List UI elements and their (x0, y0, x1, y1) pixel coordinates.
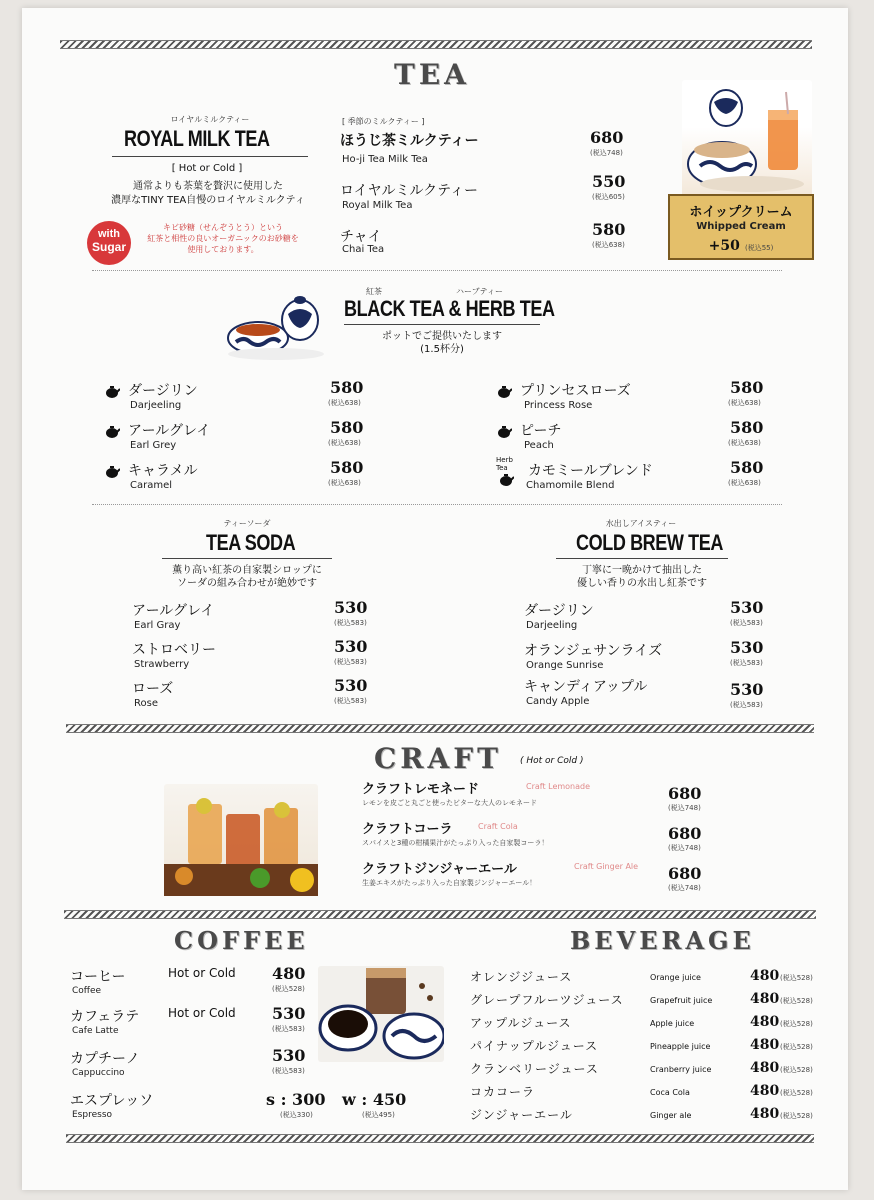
item-tax: (税込528) (780, 1066, 813, 1074)
menu-item (524, 600, 786, 640)
item-en: Ginger ale (650, 1111, 692, 1120)
item-jp: プリンセスローズ (520, 383, 631, 399)
item-jp: パイナップルジュース (470, 1039, 599, 1053)
item-tax: (税込583) (730, 619, 763, 627)
item-tax: (税込583) (272, 1067, 305, 1075)
royal-desc-line2: 濃厚なTINY TEA自慢のロイヤルミルクティ (111, 195, 305, 206)
item-en: Darjeeling (526, 620, 578, 631)
teapot-icon (104, 386, 120, 398)
coffee-section-title: COFFEE (174, 926, 309, 955)
black-title-underline (344, 324, 540, 325)
item-jp: コカコーラ (470, 1085, 536, 1099)
item-en: Rose (134, 698, 158, 709)
item-jp: カフェラテ (70, 1009, 140, 1025)
item-price: 530 (730, 598, 764, 617)
menu-item (104, 380, 384, 420)
item-en: Caramel (130, 480, 173, 491)
item-tax: (税込528) (780, 997, 813, 1005)
menu-item (470, 1060, 830, 1083)
soda-title-underline (162, 558, 332, 559)
item-option: Hot or Cold (168, 1006, 236, 1020)
item-price: 580 (730, 378, 764, 397)
item-jp: アールグレイ (128, 423, 211, 439)
cold-brew-desc-line1: 丁寧に一晩かけて抽出した (582, 565, 702, 576)
menu-item (524, 640, 786, 680)
item-en: Apple juice (650, 1019, 695, 1028)
espresso-double-tax: (税込495) (362, 1111, 395, 1119)
menu-item (70, 1048, 320, 1088)
menu-item (470, 1014, 830, 1037)
herb-tea-ruby: ハーブティー (456, 287, 503, 296)
menu-item (70, 966, 320, 1006)
menu-item (470, 968, 830, 991)
royal-milk-tea-title: ROYAL MILK TEA (124, 126, 270, 151)
item-price: 480 (750, 968, 780, 984)
item-en: Darjeeling (130, 400, 182, 411)
item-en: Espresso (72, 1110, 113, 1120)
royal-title-underline (112, 156, 308, 157)
rope-divider-bottom (66, 1134, 814, 1143)
item-jp: アールグレイ (132, 603, 215, 619)
item-option: Hot or Cold (168, 966, 236, 980)
item-price: 680 (668, 824, 702, 843)
item-price: 480 (750, 1083, 780, 1099)
item-tax: (税込528) (780, 974, 813, 982)
item-jp: クラフトコーラ (362, 822, 453, 837)
black-desc-line2: (1.5杯分) (420, 344, 464, 355)
tea-item-royal-price: 550 (592, 172, 626, 191)
tea-section-title: TEA (394, 58, 470, 91)
royal-desc-line1: 通常よりも茶葉を贅沢に使用した (133, 181, 283, 192)
item-price: 580 (730, 458, 764, 477)
rope-divider-2 (66, 724, 814, 733)
item-tax: (税込638) (728, 439, 761, 447)
menu-item (362, 818, 722, 858)
item-en: Cranberry juice (650, 1065, 712, 1074)
menu-item (470, 991, 830, 1014)
item-jp: キャラメル (128, 463, 198, 479)
espresso-single-tax: (税込330) (280, 1111, 313, 1119)
item-tax: (税込528) (780, 1112, 813, 1120)
item-tax: (税込638) (328, 479, 361, 487)
item-tax: (税込583) (730, 701, 763, 709)
item-price: 480 (750, 1014, 780, 1030)
item-en: Peach (524, 440, 554, 451)
item-jp: アップルジュース (470, 1016, 572, 1030)
sugar-note-line2: 紅茶と相性の良いオーガニックのお砂糖を (147, 234, 299, 243)
item-price: 480 (272, 964, 306, 983)
item-jp: カプチーノ (70, 1051, 140, 1067)
item-jp: オランジェサンライズ (524, 643, 663, 659)
item-jp: ダージリン (128, 383, 198, 399)
item-desc: スパイスと3種の柑橘果汁がたっぷり入った自家製コーラ！ (362, 839, 549, 847)
item-tax: (税込583) (334, 619, 367, 627)
tea-item-chai-tax: (税込638) (592, 241, 625, 249)
dotted-divider-1 (92, 270, 782, 271)
item-en: Cappuccino (72, 1068, 125, 1078)
item-tax: (税込748) (668, 884, 701, 892)
item-price: 480 (750, 991, 780, 1007)
item-en: Strawberry (134, 659, 190, 670)
royal-hot-cold: [ Hot or Cold ] (171, 163, 243, 174)
item-jp: ジンジャーエール (470, 1108, 573, 1122)
item-tax: (税込528) (272, 985, 305, 993)
item-en: Orange juice (650, 973, 701, 982)
cold-brew-desc-line2: 優しい香りの水出し紅茶です (577, 578, 707, 589)
herb-tea-label: Herb Tea (496, 456, 513, 472)
item-price: 680 (668, 864, 702, 883)
item-price: 530 (334, 598, 368, 617)
item-desc: レモンを皮ごと丸ごと使ったビターな大人のレモネード (362, 799, 537, 807)
menu-item (104, 460, 384, 500)
soda-desc-line2: ソーダの組み合わせが絶妙です (177, 578, 317, 589)
tea-pot-photo (222, 290, 330, 362)
tea-item-chai-jp: チャイ (340, 229, 382, 245)
tea-item-royal-tax: (税込605) (592, 193, 625, 201)
menu-item (362, 858, 722, 898)
item-price: 530 (730, 638, 764, 657)
craft-section-title: CRAFT (374, 742, 502, 775)
item-en: Coca Cola (650, 1088, 690, 1097)
item-jp: カモミールブレンド (528, 463, 653, 479)
craft-drinks-photo (164, 784, 318, 896)
seasonal-label: [ 季節のミルクティー ] (342, 117, 425, 126)
whipped-cream-price: +50 (708, 238, 740, 254)
item-en: Candy Apple (526, 696, 590, 707)
menu-item (524, 676, 786, 716)
beverage-section-title: BEVERAGE (570, 926, 755, 955)
item-price: 480 (750, 1106, 780, 1122)
tea-item-hojicha-jp: ほうじ茶ミルクティー (340, 133, 479, 149)
whipped-cream-tax: (税込55) (744, 244, 774, 252)
item-price: 680 (668, 784, 702, 803)
item-tax: (税込528) (780, 1043, 813, 1051)
item-price: 530 (730, 680, 764, 699)
item-en: Craft Ginger Ale (574, 862, 639, 871)
item-desc: 生姜エキスがたっぷり入った自家製ジンジャーエール！ (362, 879, 537, 887)
item-jp: ピーチ (520, 423, 562, 439)
tea-item-chai-price: 580 (592, 220, 626, 239)
craft-hot-cold: ( Hot or Cold ) (520, 756, 584, 766)
black-herb-tea-title: BLACK TEA & HERB TEA (344, 296, 555, 321)
tea-item-hojicha-price: 680 (590, 128, 624, 147)
menu-item (496, 420, 796, 460)
menu-item (70, 1006, 320, 1046)
item-tax: (税込638) (728, 399, 761, 407)
espresso-double-price: w : 450 (342, 1090, 407, 1109)
item-tax: (税込528) (780, 1020, 813, 1028)
menu-item (496, 456, 796, 500)
item-en: Pineapple juice (650, 1042, 711, 1051)
item-en: Cafe Latte (72, 1026, 119, 1036)
item-jp: ローズ (132, 681, 174, 697)
item-tax: (税込638) (328, 399, 361, 407)
item-jp: クランベリージュース (470, 1062, 599, 1076)
espresso-single-price: s : 300 (266, 1090, 326, 1109)
menu-item (470, 1037, 830, 1060)
item-jp: ストロベリー (132, 642, 216, 658)
item-price: 580 (730, 418, 764, 437)
item-tax: (税込748) (668, 844, 701, 852)
item-tax: (税込528) (780, 1089, 813, 1097)
item-tax: (税込748) (668, 804, 701, 812)
whipped-cream-box (668, 194, 814, 260)
tea-item-royal-en: Royal Milk Tea (342, 200, 413, 211)
item-tax: (税込583) (730, 659, 763, 667)
item-tax: (税込638) (328, 439, 361, 447)
item-en: Earl Gray (134, 620, 181, 631)
teapot-icon (496, 426, 512, 438)
item-jp: エスプレッソ (70, 1093, 154, 1109)
rope-divider-3 (64, 910, 816, 919)
item-jp: クラフトレモネード (362, 782, 480, 797)
royal-milk-tea-ruby: ロイヤルミルクティー (170, 115, 250, 124)
tea-soda-title: TEA SODA (206, 530, 296, 555)
item-tax: (税込638) (728, 479, 761, 487)
menu-item (496, 380, 796, 420)
dotted-divider-2 (92, 504, 782, 505)
tea-item-hojicha-en: Ho-ji Tea Milk Tea (342, 154, 428, 165)
menu-item (362, 778, 722, 818)
sugar-note-line1: キビ砂糖（せんぞうとう）という (163, 223, 283, 232)
item-tax: (税込583) (272, 1025, 305, 1033)
item-price: 530 (272, 1046, 306, 1065)
black-tea-ruby: 紅茶 (366, 287, 382, 296)
item-en: Princess Rose (524, 400, 593, 411)
menu-page (22, 8, 848, 1190)
cold-brew-ruby: 水出しアイスティー (605, 519, 677, 528)
item-tax: (税込583) (334, 697, 367, 705)
menu-item (104, 420, 384, 460)
tea-item-chai-en: Chai Tea (342, 244, 385, 255)
item-jp: コーヒー (70, 969, 126, 985)
sugar-note-line3: 使用しております。 (187, 245, 259, 254)
item-en: Coffee (72, 986, 102, 996)
with-sugar-badge: with Sugar (87, 221, 131, 265)
coffee-photo (318, 966, 444, 1062)
item-jp: オレンジジュース (470, 970, 573, 984)
item-price: 580 (330, 458, 364, 477)
teapot-icon (104, 466, 120, 478)
menu-item (132, 639, 382, 679)
item-jp: クラフトジンジャーエール (362, 862, 517, 877)
whipped-cream-jp: ホイップクリーム (689, 205, 793, 220)
item-price: 530 (334, 676, 368, 695)
tea-item-hojicha-tax: (税込748) (590, 149, 623, 157)
soda-desc-line1: 薫り高い紅茶の自家製シロップに (172, 565, 322, 576)
tea-item-royal-jp: ロイヤルミルクティー (340, 183, 479, 199)
menu-item (132, 600, 382, 640)
item-en: Chamomile Blend (526, 480, 615, 491)
item-price: 530 (334, 637, 368, 656)
menu-item (470, 1083, 830, 1106)
menu-item (132, 678, 382, 718)
milk-tea-photo (682, 80, 812, 198)
item-price: 580 (330, 418, 364, 437)
item-en: Craft Lemonade (526, 782, 591, 791)
item-price: 530 (272, 1004, 306, 1023)
item-en: Orange Sunrise (526, 660, 604, 671)
teapot-icon (498, 474, 514, 486)
item-price: 580 (330, 378, 364, 397)
menu-item (470, 1106, 830, 1129)
teapot-icon (104, 426, 120, 438)
cold-brew-title-underline (556, 558, 728, 559)
item-en: Earl Grey (130, 440, 177, 451)
item-en: Craft Cola (478, 822, 518, 831)
menu-item-espresso (70, 1090, 470, 1130)
tea-soda-ruby: ティーソーダ (223, 519, 271, 528)
item-price: 480 (750, 1037, 780, 1053)
item-jp: キャンディアップル (524, 679, 648, 695)
item-price: 480 (750, 1060, 780, 1076)
teapot-icon (496, 386, 512, 398)
rope-divider-top (60, 40, 812, 49)
cold-brew-title: COLD BREW TEA (576, 530, 723, 555)
black-desc-line1: ポットでご提供いたします (382, 331, 502, 342)
item-en: Grapefruit juice (650, 996, 713, 1005)
item-jp: グレープフルーツジュース (470, 993, 624, 1007)
item-tax: (税込583) (334, 658, 367, 666)
item-jp: ダージリン (524, 603, 594, 619)
whipped-cream-en: Whipped Cream (696, 221, 786, 232)
